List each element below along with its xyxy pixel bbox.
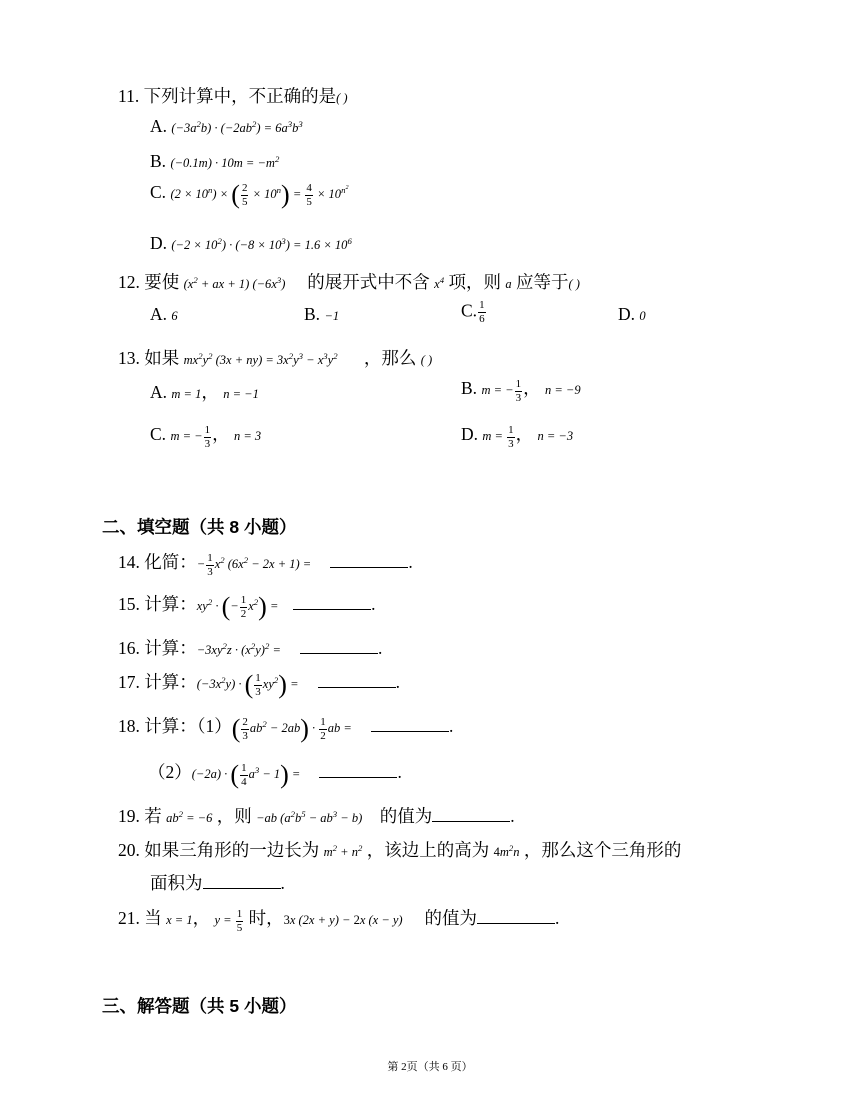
question-17: 17. 计算：$(-3x^2y)$ · ( $\frac{1}{3}$ $xy^2$) = . [118, 670, 401, 700]
section-title-solve: 三、解答题（共 5 小题） [102, 996, 297, 1016]
answer-blank [330, 566, 408, 568]
question-18-part-2: （2）(−2a) · ( $\frac{1}{4}$ $a^3 - 1$) = . [148, 760, 402, 790]
q13-option-b: B. m = − $\frac{1}{3}$ ， n = −9 [461, 377, 581, 404]
answer-blank: ( ) [336, 91, 348, 105]
answer-blank [203, 887, 281, 889]
question-15: 15. 计算：$xy^2$ · (− $\frac{1}{2}$ $x^2$) = . [118, 592, 376, 622]
q13-option-c: C. m = − $\frac{1}{3}$ ， n = 3 [150, 423, 262, 450]
q11-option-b: B. $(-0.1m) \cdot 10m = -m^2$ [150, 151, 280, 171]
answer-blank [371, 730, 449, 732]
question-19: 19. 若 $ab^2 = -6$ ，则 −ab $(a^2b^5 - ab^3 - b)$ 的值为 . [118, 806, 515, 826]
page-footer: 第 2页（共 6 页） [387, 1061, 473, 1073]
question-18-part-1: 18. 计算：（1）( $\frac{2}{3}$ $ab^2 - 2ab$) · $\frac{1}{2}$ ab = . [118, 714, 454, 744]
answer-blank [300, 652, 378, 654]
q12-option-a: A. 6 [150, 304, 178, 324]
question-12-stem: 12. 要使 ($x^2$ + ax + 1) $(-6x^3)$ 的展开式中不含 $x^4$ 项，则 a 应等于( ) [118, 272, 580, 292]
question-11-stem: 11. 下列计算中，不正确的是( ) [118, 86, 348, 106]
answer-blank [477, 922, 555, 924]
q13-option-a: A. m = 1， n = −1 [150, 382, 259, 402]
q12-option-b: B. −1 [304, 304, 340, 324]
question-21: 21. 当 x = 1， y = $\frac{1}{5}$ 时，3x (2x + y) − 2x (x − y) 的值为 . [118, 907, 560, 934]
question-20-line-2: 面积为 . [150, 873, 285, 893]
q13-option-d: D. m = $\frac{1}{3}$ ， n = −3 [461, 423, 574, 450]
answer-blank [293, 608, 371, 610]
q11-option-a: A. $(-3a^2b) \cdot (-2ab^2) = 6a^3b^3$ [150, 116, 303, 136]
answer-blank [319, 776, 397, 778]
q12-option-d: D. 0 [618, 304, 646, 324]
question-14: 14. 化简：− $\frac{1}{3}$ $x^2$ $(6x^2 - 2x + 1)$ = . [118, 551, 413, 578]
q12-option-c: C. $\frac{1}{6}$ [461, 299, 485, 325]
question-16: 16. 计算：$-3xy^2z \cdot (x^2y)^2$ = . [118, 638, 383, 658]
q11-option-c: C. $(2 \times 10^n)$ × ( $\frac{2}{5}$ × $10^n$) = $\frac{4}{5}$ × $10^{n^2}$ [150, 180, 349, 210]
section-title-fill-in: 二、填空题（共 8 小题） [102, 517, 297, 537]
answer-blank [432, 820, 510, 822]
answer-blank [318, 686, 396, 688]
q11-option-d: D. $(-2 \times 10^2) \cdot (-8 \times 10^3) = 1.6 \times 10^6$ [150, 233, 352, 253]
question-20: 20. 如果三角形的一边长为 $m^2 + n^2$ ，该边上的高为 $4m^2n$ ，那么这个三角形的 [118, 840, 682, 860]
question-13-stem: 13. 如果 $mx^2y^2$ $(3x + ny) = 3x^2y^3 - x^3y^2$ ，那么 ( ) [118, 348, 433, 368]
